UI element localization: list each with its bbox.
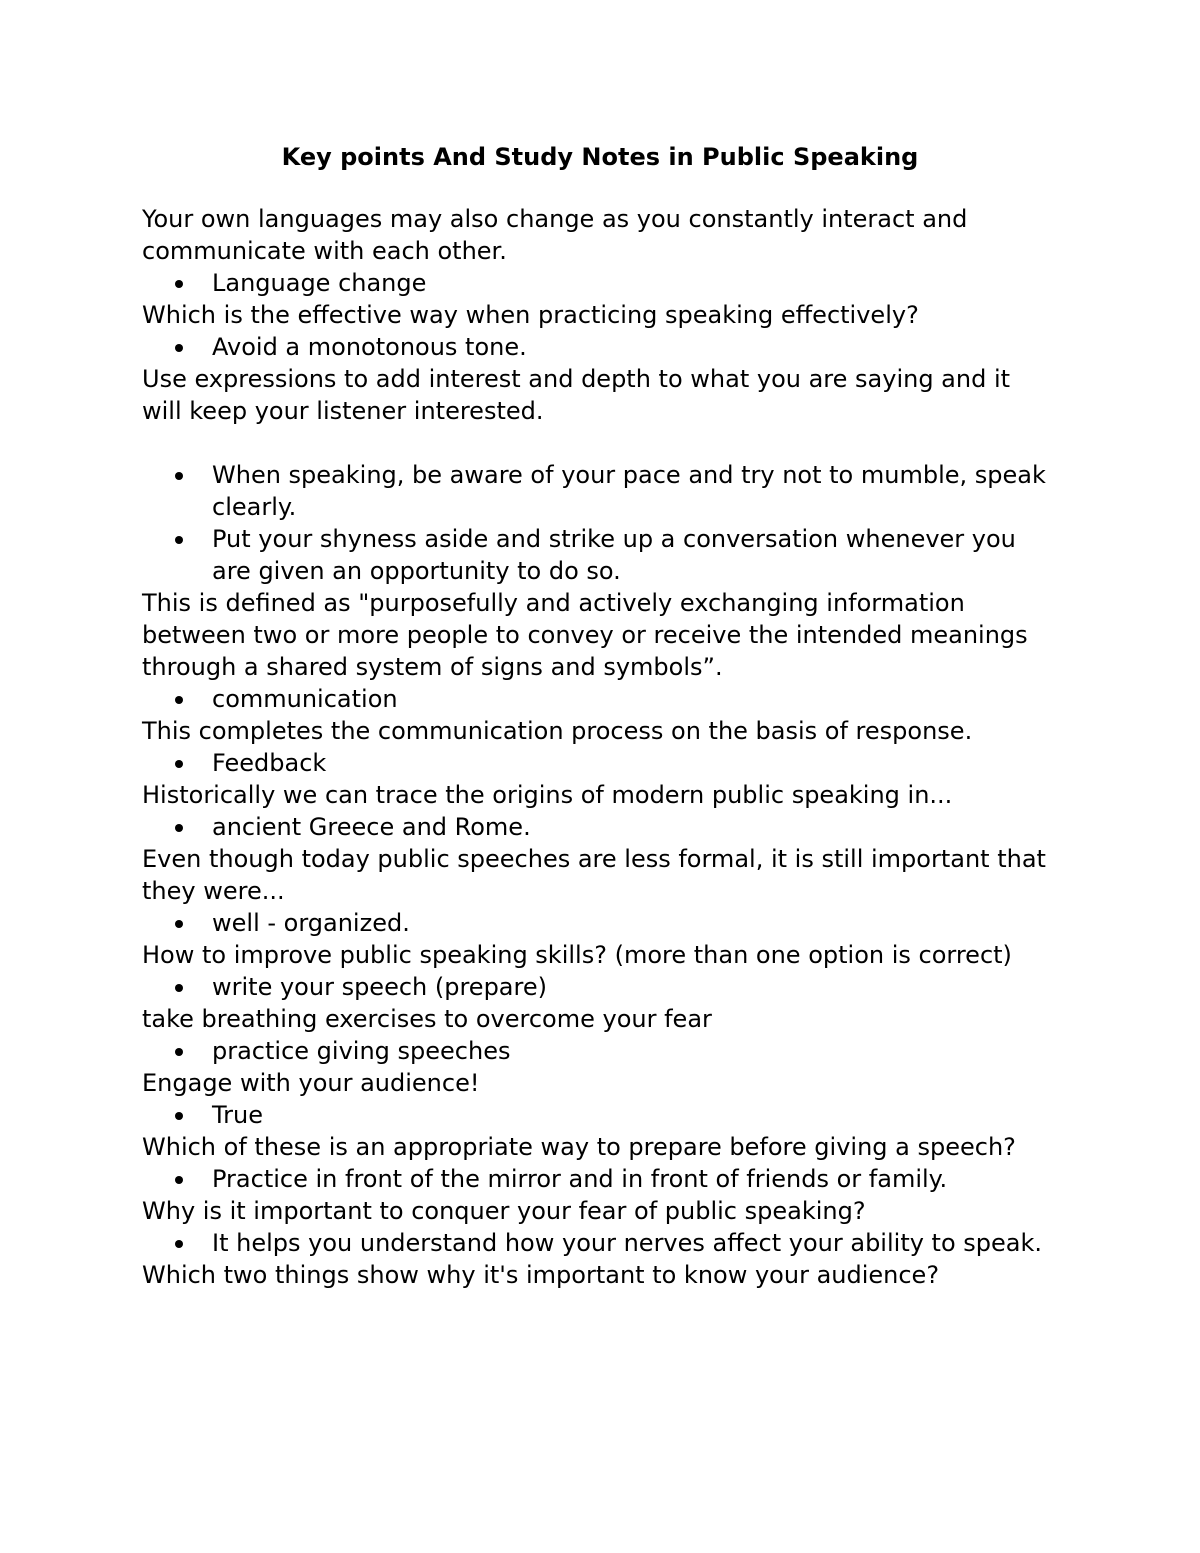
bullet-text: ancient Greece and Rome. <box>212 813 531 841</box>
question-paragraph: This completes the communication process on the basis of response. <box>142 717 973 745</box>
bullet-text: write your speech (prepare) <box>212 973 547 1001</box>
bullet-text: Put your shyness aside and strike up a conversation whenever you are given an opportunity to do so. <box>212 525 1016 585</box>
blank-line <box>142 427 1052 459</box>
bullet-dot-icon <box>175 920 183 928</box>
question-paragraph: Engage with your audience! <box>142 1069 480 1097</box>
bullet-dot-icon <box>175 1240 183 1248</box>
bullet-text: It helps you understand how your nerves affect your ability to speak. <box>212 1229 1043 1257</box>
answer-bullet-item <box>142 1099 1052 1131</box>
question-paragraph: This is defined as "purposefully and actively exchanging information between two or more people to convey or receive the intended meanings through a shared system of signs and symbols”. <box>142 589 1028 681</box>
question-paragraph: Why is it important to conquer your fear of public speaking? <box>142 1197 866 1225</box>
bullet-dot-icon <box>175 1176 183 1184</box>
bullet-dot-icon <box>175 280 183 288</box>
bullet-text: True <box>212 1101 263 1129</box>
question-paragraph: Your own languages may also change as you constantly interact and communicate with each other. <box>142 205 968 265</box>
bullet-text: When speaking, be aware of your pace and try not to mumble, speak clearly. <box>212 461 1046 521</box>
bullet-dot-icon <box>175 824 183 832</box>
bullet-dot-icon <box>175 760 183 768</box>
bullet-text: Avoid a monotonous tone. <box>212 333 527 361</box>
question-paragraph: Even though today public speeches are less formal, it is still important that they were... <box>142 845 1046 905</box>
document-body <box>142 203 1052 1291</box>
bullet-text: Language change <box>212 269 427 297</box>
question-paragraph: take breathing exercises to overcome your fear <box>142 1005 712 1033</box>
answer-bullet-item <box>142 747 1052 779</box>
question-paragraph: How to improve public speaking skills? (more than one option is correct) <box>142 941 1012 969</box>
bullet-dot-icon <box>175 1112 183 1120</box>
document-page <box>142 139 1052 1291</box>
answer-bullet-item <box>142 907 1052 939</box>
question-paragraph: Which of these is an appropriate way to prepare before giving a speech? <box>142 1133 1016 1161</box>
question-paragraph: Historically we can trace the origins of modern public speaking in... <box>142 781 953 809</box>
question-paragraph: Which two things show why it's important to know your audience? <box>142 1261 940 1289</box>
answer-bullet-item <box>142 459 1052 523</box>
answer-bullet-item <box>142 1163 1052 1195</box>
bullet-dot-icon <box>175 344 183 352</box>
bullet-text: Practice in front of the mirror and in front of friends or family. <box>212 1165 948 1193</box>
bullet-dot-icon <box>175 984 183 992</box>
answer-bullet-item <box>142 1035 1052 1067</box>
bullet-text: practice giving speeches <box>212 1037 511 1065</box>
bullet-text: Feedback <box>212 749 327 777</box>
answer-bullet-item <box>142 811 1052 843</box>
answer-bullet-item <box>142 683 1052 715</box>
document-title: Key points And Study Notes in Public Speaking <box>281 143 919 171</box>
bullet-text: communication <box>212 685 398 713</box>
answer-bullet-item <box>142 971 1052 1003</box>
answer-bullet-item <box>142 267 1052 299</box>
answer-bullet-item <box>142 1227 1052 1259</box>
bullet-dot-icon <box>175 696 183 704</box>
bullet-dot-icon <box>175 472 183 480</box>
answer-bullet-item <box>142 523 1052 587</box>
question-paragraph: Use expressions to add interest and depth to what you are saying and it will keep your listener interested. <box>142 365 1011 425</box>
answer-bullet-item <box>142 331 1052 363</box>
bullet-text: well - organized. <box>212 909 410 937</box>
question-paragraph: Which is the effective way when practicing speaking effectively? <box>142 301 919 329</box>
bullet-dot-icon <box>175 536 183 544</box>
bullet-dot-icon <box>175 1048 183 1056</box>
